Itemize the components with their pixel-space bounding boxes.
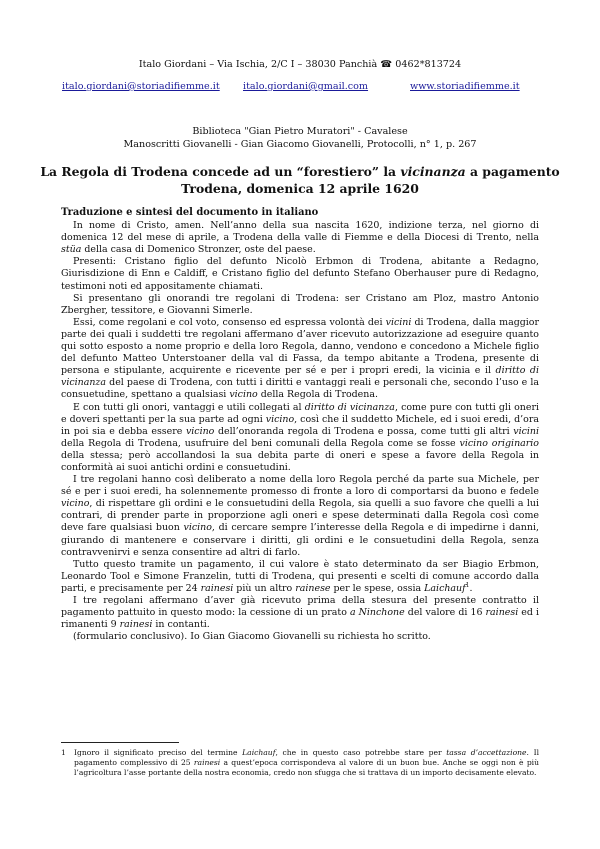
footnote-number: 1 xyxy=(61,748,66,757)
footnote-ref[interactable]: 1 xyxy=(465,581,470,589)
footnote-divider xyxy=(61,742,179,743)
email-link-gmail[interactable]: italo.giordani@gmail.com xyxy=(243,81,369,92)
document-body xyxy=(61,207,539,643)
paragraph-5: E con tutti gli onori, vantaggi e utili collegati al diritto di vicinanza, come pure con tutti gli oneri e doveri spettanti per la sua parte ad ogni vicino, così che il suddetto Michele, ed i suoi eredi, d’ora in poi sia e debba essere vicino dell’onoranda regola di Trodena e possa, come tutti gli altri vicini della Regola di Trodena, usufruire del beni comunali della Regola come se fosse vicino originario della stessa; però accollandosi la sua debita parte di oneri e spese a favore della Regola in conformità ai suoi antichi ordini e consuetudini. xyxy=(61,401,539,473)
footnote xyxy=(61,748,539,778)
library-line: Biblioteca "Gian Pietro Muratori" - Cavalese xyxy=(192,126,408,137)
paragraph-7: Tutto questo tramite un pagamento, il cui valore è stato determinato da ser Biagio Erbmon, Leonardo Tool e Simone Franzelin, tutti di Trodena, qui presenti e scelti di comune accordo dalla parti, e precisamente per 24 rainesi più un altro rainese per le spese, ossia Laichauf$^1$. xyxy=(61,558,539,594)
footnote-text: Ignoro il significato preciso del termine Laichauf, che in questo caso potrebbe stare per tassa d’accettazione. Il pagamento complessivo di 25 rainesi a quest’epoca corrispondeva al valore di un buon bue. Anche se oggi non è più l’agricoltura l’asse portante della nostra economia, credo non sfugga che si trattava di un importo decisamente elevato. xyxy=(74,748,540,777)
paragraph-8: I tre regolani affermano d’aver già ricevuto prima della stesura del presente contratto il pagamento pattuito in questo modo: la cessione di un prato a Ninchone del valore di 16 rainesi ed i rimanenti 9 rainesi in contanti. xyxy=(61,595,539,631)
title-line-2: Trodena, domenica 12 aprile 1620 xyxy=(181,181,419,196)
paragraph-3: Si presentano gli onorandi tre regolani di Trodena: ser Cristano am Ploz, mastro Antonio Zbergher, tessitore, e Giovanni Simerle. xyxy=(61,292,539,316)
title-line-1: La Regola di Trodena concede ad un “forestiero” la vicinanza a pagamento xyxy=(40,164,560,179)
manuscript-line: Manoscritti Giovanelli - Gian Giacomo Giovanelli, Protocolli, n° 1, p. 267 xyxy=(123,139,477,150)
header-address: Italo Giordani – Via Ischia, 2/C I – 38030 Panchià ☎ 0462*813724 xyxy=(138,59,462,70)
paragraph-4: Essi, come regolani e col voto, consenso ed espressa volontà dei vicini di Trodena, dalla maggior parte dei quali i suddetti tre regolani affermano d’aver ricevuto autorizzazione ad eseguire quanto qui sotto esposto a nome proprio e della loro Regola, danno, vendono e concedono a Michele figlio del defunto Matteo Unterstoaner della val di Fassa, da tempo abitante a Trodena, presente di persona e stipulante, acquirente e ricevente per sé e per i propri eredi, la vicinia e il diritto di vicinanza del paese di Trodena, con tutti i diritti e vantaggi reali e personali che, secondo l’uso e la consuetudine, spettano a qualsiasi vicino della Regola di Trodena. xyxy=(61,316,539,401)
document-title xyxy=(0,163,600,197)
source-reference xyxy=(0,125,600,151)
paragraph-6: I tre regolani hanno così deliberato a nome della loro Regola perché da parte sua Michele, per sé e per i suoi eredi, ha solennemente promesso di fronte a loro di comportarsi da buono e fedele vicino, di rispettare gli ordini e le consuetudini della Regola, sia quelli a suo favore che quelli a lui contrari, di prender parte in proporzione agli oneri e spese determinati dalla Regola così come deve fare qualsiasi buon vicino, di cercare sempre l’interesse della Regola e di impedirne i danni, giurando di mantenere e conservare i diritti, gli ordini e le consuetudini della Regola, senza contravvenirvi e senza consentire ad altri di farlo. xyxy=(61,474,539,558)
website-link[interactable]: www.storiadifiemme.it xyxy=(410,81,520,92)
section-heading: Traduzione e sintesi del documento in italiano xyxy=(61,207,319,218)
paragraph-2: Presenti: Cristano figlio del defunto Nicolò Erbmon di Trodena, abitante a Redagno, Giurisdizione di Enn e Caldiff, e Cristano figlio del defunto Stefano Oberhauser pure di Redagno, testimoni noti ed appositamente chiamati. xyxy=(61,256,539,292)
paragraph-9: (formulario conclusivo). Io Gian Giacomo Giovanelli su richiesta ho scritto. xyxy=(73,631,431,643)
email-link-storiadifiemme[interactable]: italo.giordani@storiadifiemme.it xyxy=(62,81,220,92)
paragraph-1: In nome di Cristo, amen. Nell’anno della sua nascita 1620, indizione terza, nel giorno di domenica 12 del mese di aprile, a Trodena della valle di Fiemme e della Diocesi di Trento, nella stüa della casa di Domenico Stronzer, oste del paese. xyxy=(61,220,539,256)
